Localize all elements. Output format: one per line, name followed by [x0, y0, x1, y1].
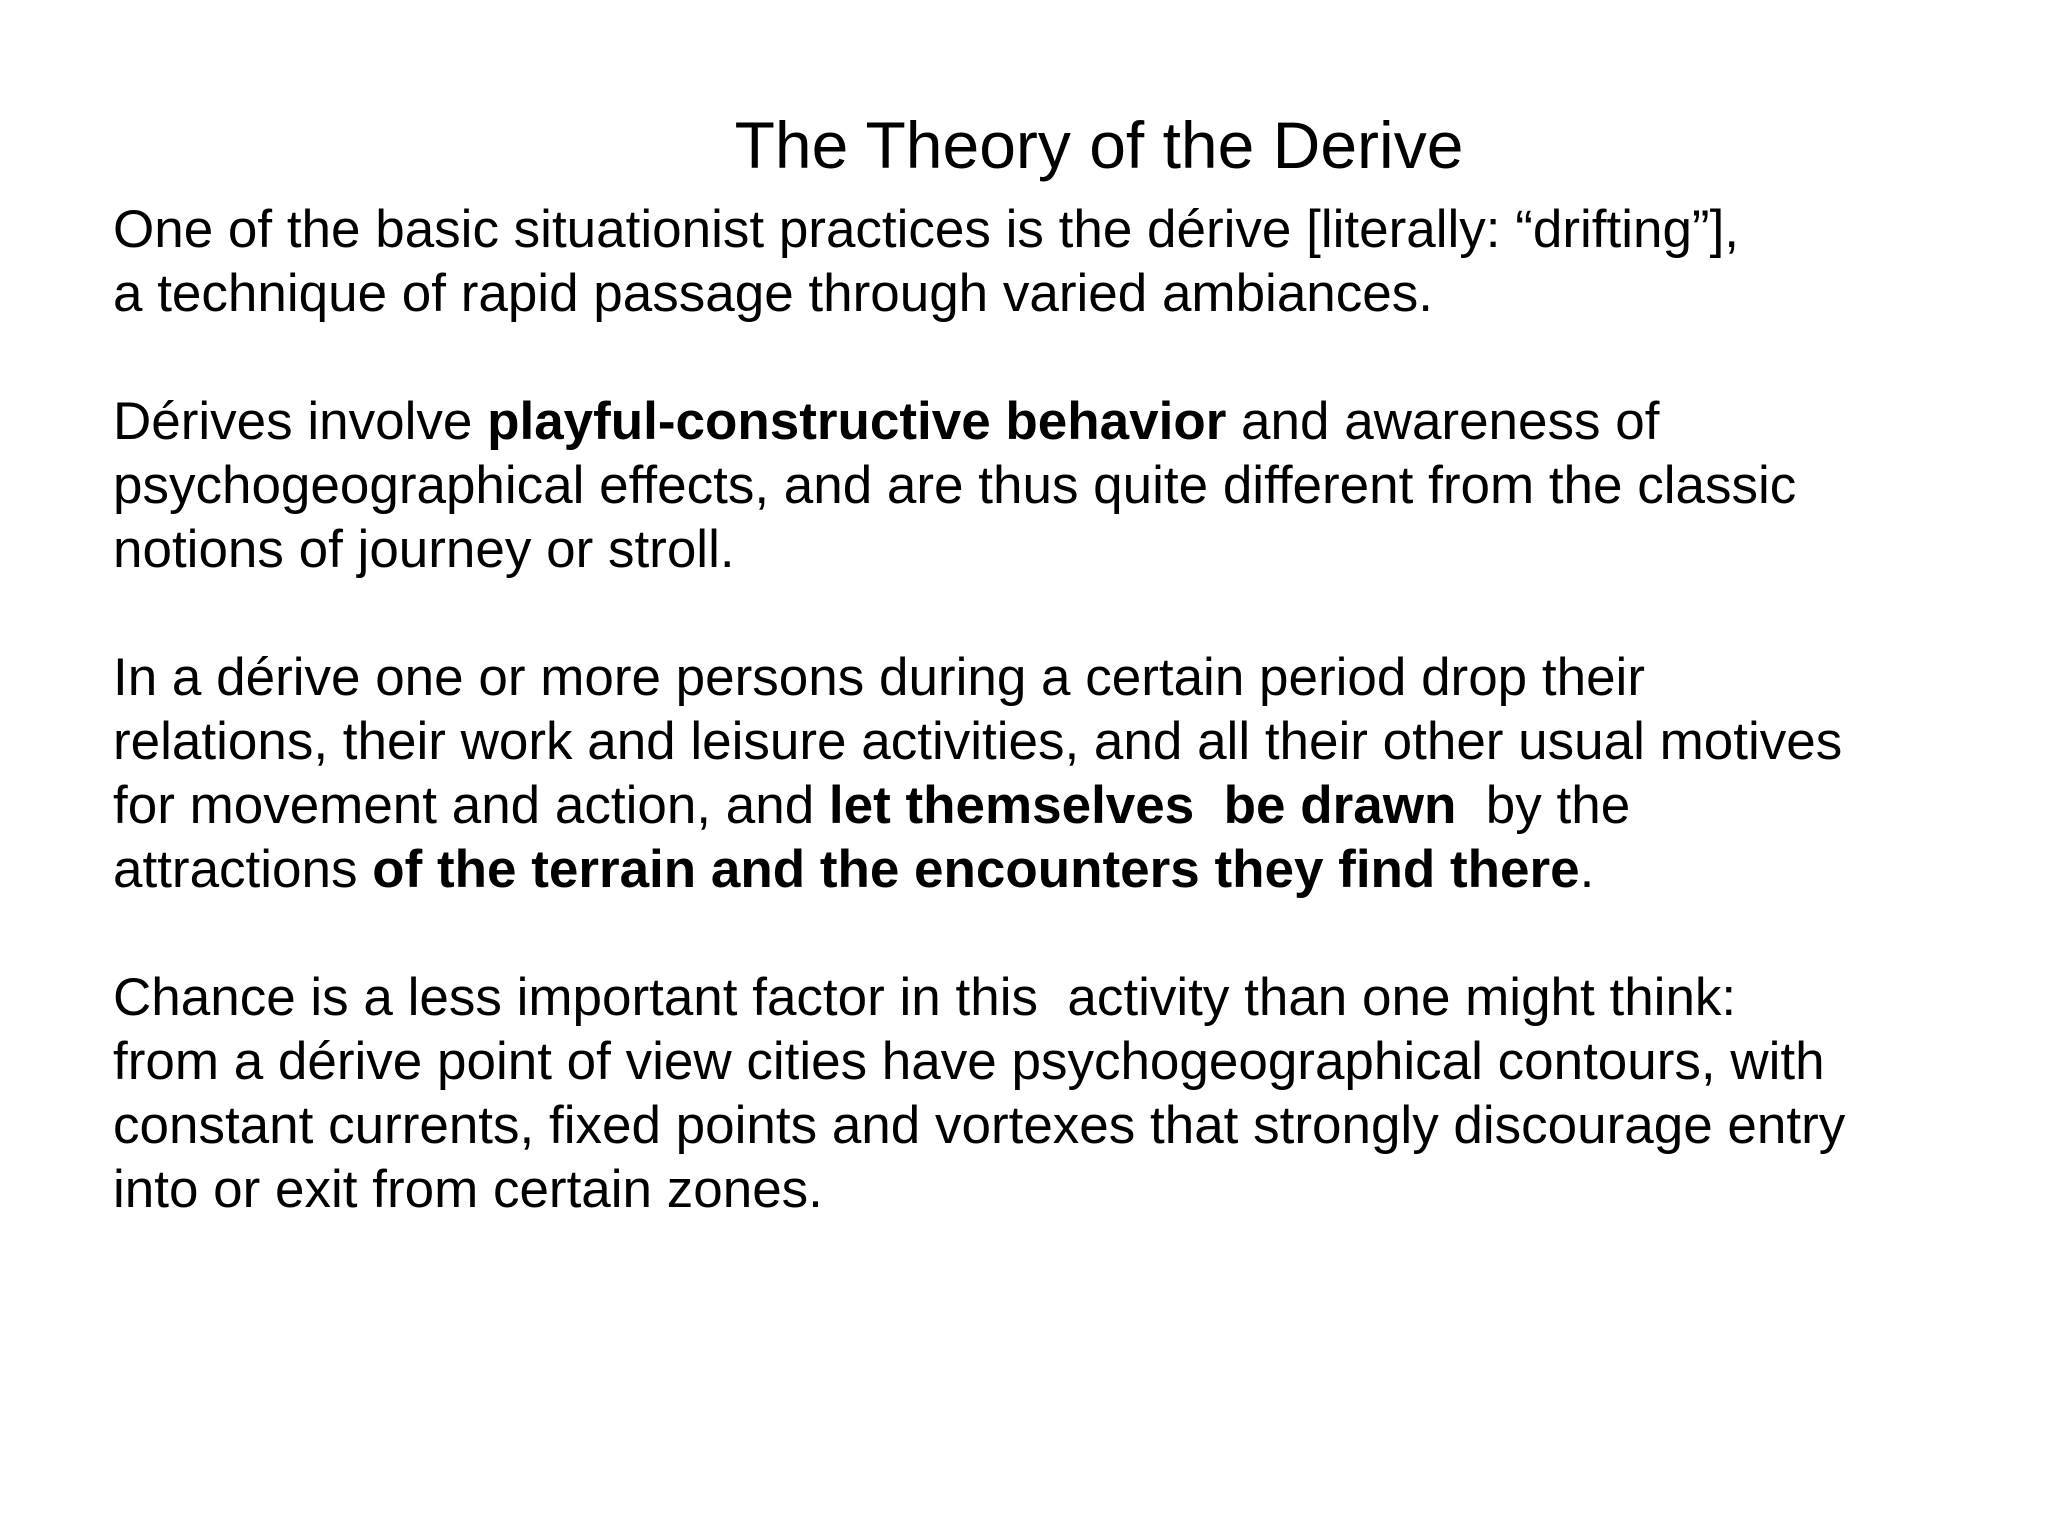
text-line	[113, 262, 2013, 326]
paragraph	[113, 646, 2013, 902]
slide-title: The Theory of the Derive	[734, 108, 1464, 182]
slide-body	[113, 198, 2013, 1286]
text-run: constant currents, fixed points and vortexes that strongly discourage entry	[113, 1096, 1846, 1155]
text-line	[113, 518, 2013, 582]
text-run: .	[1579, 840, 1595, 899]
text-line	[113, 198, 2013, 262]
text-line	[113, 1158, 2013, 1222]
text-line	[113, 1030, 2013, 1094]
text-run: from a dérive point of view cities have psychogeographical contours, with	[113, 1032, 1825, 1091]
text-line	[113, 774, 2013, 838]
text-run: Chance is a less important factor in this activity than one might think:	[113, 968, 1737, 1027]
text-run: One of the basic situationist practices is the dérive [literally: “drifting”],	[113, 200, 1740, 259]
paragraph	[113, 390, 2013, 582]
bold-text-run: let themselves be drawn	[828, 776, 1457, 835]
text-line	[113, 454, 2013, 518]
bold-text-run: of the terrain and the encounters they find there	[372, 840, 1580, 899]
text-line	[113, 966, 2013, 1030]
text-run: by the	[1456, 776, 1631, 835]
paragraph	[113, 198, 2013, 326]
text-line	[113, 390, 2013, 454]
text-run: into or exit from certain zones.	[113, 1160, 823, 1219]
text-line	[113, 710, 2013, 774]
bold-text-run: playful-constructive behavior	[487, 392, 1227, 451]
text-run: relations, their work and leisure activities, and all their other usual motives	[113, 712, 1843, 771]
text-run: Dérives involve	[113, 392, 488, 451]
text-run: a technique of rapid passage through varied ambiances.	[113, 264, 1433, 323]
text-run: notions of journey or stroll.	[113, 520, 735, 579]
paragraph	[113, 966, 2013, 1222]
text-run: psychogeographical effects, and are thus quite different from the classic	[113, 456, 1797, 515]
text-run: In a dérive one or more persons during a certain period drop their	[113, 648, 1645, 707]
text-line	[113, 1094, 2013, 1158]
text-run: attractions	[113, 840, 373, 899]
text-run: for movement and action, and	[113, 776, 829, 835]
text-line	[113, 646, 2013, 710]
text-run: and awareness of	[1226, 392, 1660, 451]
text-line	[113, 838, 2013, 902]
